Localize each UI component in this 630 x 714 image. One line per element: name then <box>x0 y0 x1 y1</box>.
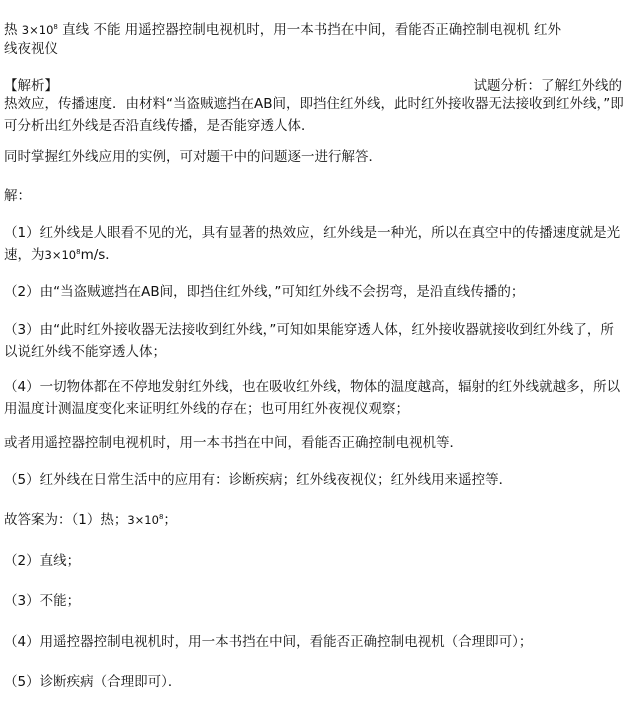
speed-of-light-value: $3\times 10^8$ <box>44 248 81 262</box>
solution-point-5: （5）红外线在日常生活中的应用有：诊断疾病；红外线夜视仪；红外线用来遥控等． <box>4 472 513 488</box>
solution-point-4-alt: 或者用遥控器控制电视机时，用一本书挡在中间，看能否正确控制电视机等． <box>4 435 463 451</box>
final-answer-5: （5）诊断疾病（合理即可）． <box>4 674 182 690</box>
analysis-body: 热效应，传播速度．由材料“当盗贼遮挡在AB间，即挡住红外线，此时红外接收器无法接收到红外线，”即可分析出红外线是否沿直线传播，是否能穿透人体． <box>4 96 624 134</box>
answer-speed-value: $3\times 10^8$ <box>21 23 58 37</box>
final-answer-1: 故答案为：（1）热；$3\times 10^8$； <box>4 512 177 528</box>
final-answer-4: （4）用遥控器控制电视机时，用一本书挡在中间，看能否正确控制电视机（合理即可）； <box>4 634 533 650</box>
solution-label: 解： <box>4 188 31 204</box>
solution-point-1: （1）红外线是人眼看不见的光，具有显著的热效应，红外线是一种光，所以在真空中的传播速度就是光速，为$3\times 10^8m/s$． <box>4 225 621 263</box>
solution-point-3: （3）由“此时红外接收器无法接收到红外线，”可知如果能穿透人体，红外接收器就接收到红外线了，所以说红外线不能穿透人体； <box>4 322 614 360</box>
answer-summary-line2: 线夜视仪 <box>4 41 58 57</box>
solution-point-4: （4）一切物体都在不停地发射红外线，也在吸收红外线，物体的温度越高，辐射的红外线就越多，所以用温度计测温度变化来证明红外线的存在；也可用红外夜视仪观察； <box>4 379 621 417</box>
answer-summary-rest: 直线 不能 用遥控器控制电视机时，用一本书挡在中间，看能否正确控制电视机 红外 <box>57 22 562 38</box>
final-answer-2: （2）直线； <box>4 553 81 569</box>
analysis-intro: 同时掌握红外线应用的实例，可对题干中的问题逐一进行解答． <box>4 149 382 165</box>
final-answer-speed: $3\times 10^8$ <box>127 513 164 527</box>
final-answer-3: （3）不能； <box>4 593 81 609</box>
answer-summary-line1 <box>4 21 561 40</box>
solution-point-2: （2）由“当盗贼遮挡在AB间，即挡住红外线，”可知红外线不会拐弯，是沿直线传播的； <box>4 284 525 300</box>
answer-heat: 热 <box>4 22 18 38</box>
analysis-tag: 【解析】 <box>4 78 58 94</box>
analysis-lead: 试题分析：了解红外线的 <box>473 78 622 94</box>
